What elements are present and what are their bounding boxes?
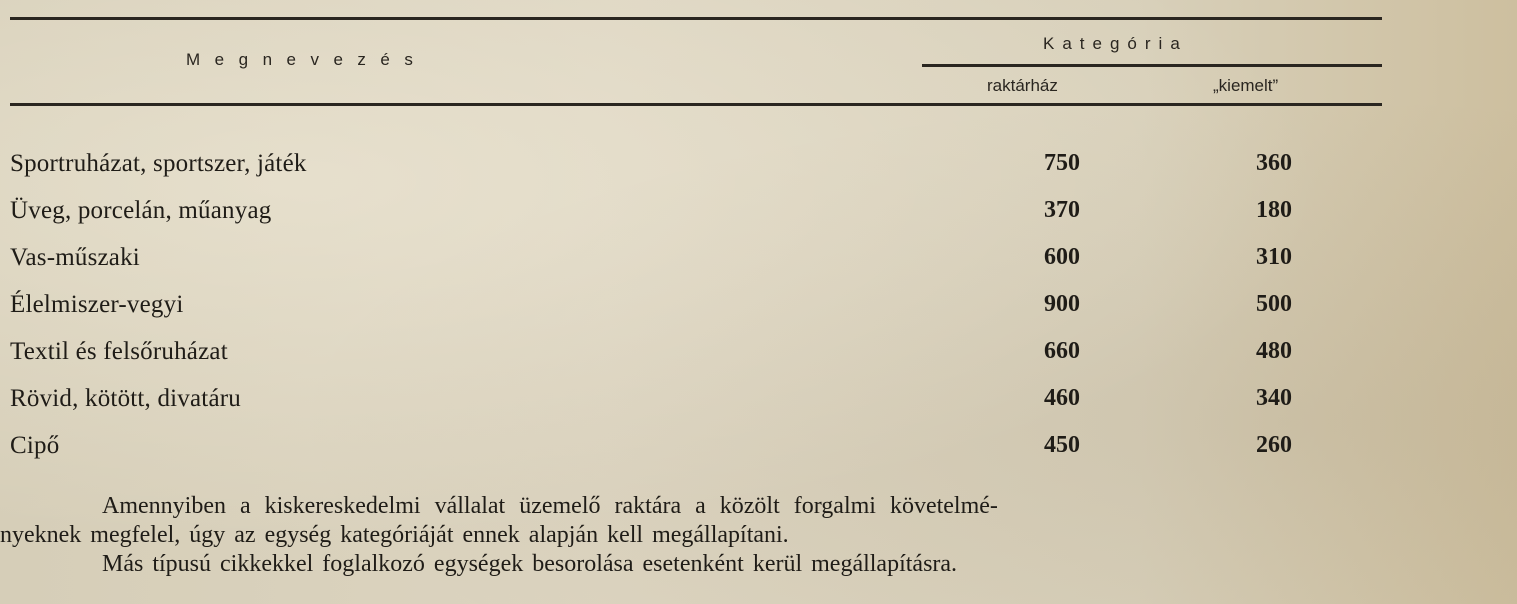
table-top-rule xyxy=(10,17,1382,20)
body-paragraph xyxy=(0,492,1340,579)
table-row xyxy=(0,375,1517,422)
table-body xyxy=(0,140,1517,469)
row-kiemelt-value: 310 xyxy=(1256,244,1292,270)
row-name: Üveg, porcelán, műanyag xyxy=(10,197,272,224)
table-row xyxy=(0,140,1517,187)
row-name: Textil és felsőruházat xyxy=(10,338,228,365)
column-header-category: Kategória xyxy=(1043,34,1188,53)
column-header-name: Megnevezés xyxy=(186,50,428,69)
column-header-raktarhaz: raktárház xyxy=(987,76,1058,95)
row-kiemelt-value: 360 xyxy=(1256,150,1292,176)
row-raktarhaz-value: 900 xyxy=(1044,291,1080,317)
column-header-kiemelt: „kiemelt” xyxy=(1213,76,1279,95)
row-kiemelt-value: 480 xyxy=(1256,338,1292,364)
row-name: Vas-műszaki xyxy=(10,244,140,271)
table-row xyxy=(0,234,1517,281)
row-kiemelt-value: 260 xyxy=(1256,432,1292,458)
row-name: Rövid, kötött, divatáru xyxy=(10,385,241,412)
table-row xyxy=(0,422,1517,469)
row-name: Cipő xyxy=(10,432,60,459)
table-row xyxy=(0,281,1517,328)
row-raktarhaz-value: 660 xyxy=(1044,338,1080,364)
row-kiemelt-value: 340 xyxy=(1256,385,1292,411)
row-raktarhaz-value: 370 xyxy=(1044,197,1080,223)
paragraph-line-3: Más típusú cikkekkel foglalkozó egységek besorolása esetenként kerül megállapításra. xyxy=(102,551,958,577)
row-kiemelt-value: 180 xyxy=(1256,197,1292,223)
row-raktarhaz-value: 450 xyxy=(1044,432,1080,458)
header-bottom-rule xyxy=(10,103,1382,106)
row-name: Sportruházat, sportszer, játék xyxy=(10,150,307,177)
row-raktarhaz-value: 460 xyxy=(1044,385,1080,411)
paragraph-line-1: Amennyiben a kiskereskedelmi vállalat üzemelő raktára a közölt forgalmi követelmé- xyxy=(102,493,998,519)
table-row xyxy=(0,328,1517,375)
row-raktarhaz-value: 750 xyxy=(1044,150,1080,176)
row-raktarhaz-value: 600 xyxy=(1044,244,1080,270)
row-kiemelt-value: 500 xyxy=(1256,291,1292,317)
row-name: Élelmiszer-vegyi xyxy=(10,291,184,318)
category-rule xyxy=(922,64,1382,67)
paragraph-line-2: nyeknek megfelel, úgy az egység kategóriáját ennek alapján kell megállapítani. xyxy=(0,522,789,548)
table-row xyxy=(0,187,1517,234)
